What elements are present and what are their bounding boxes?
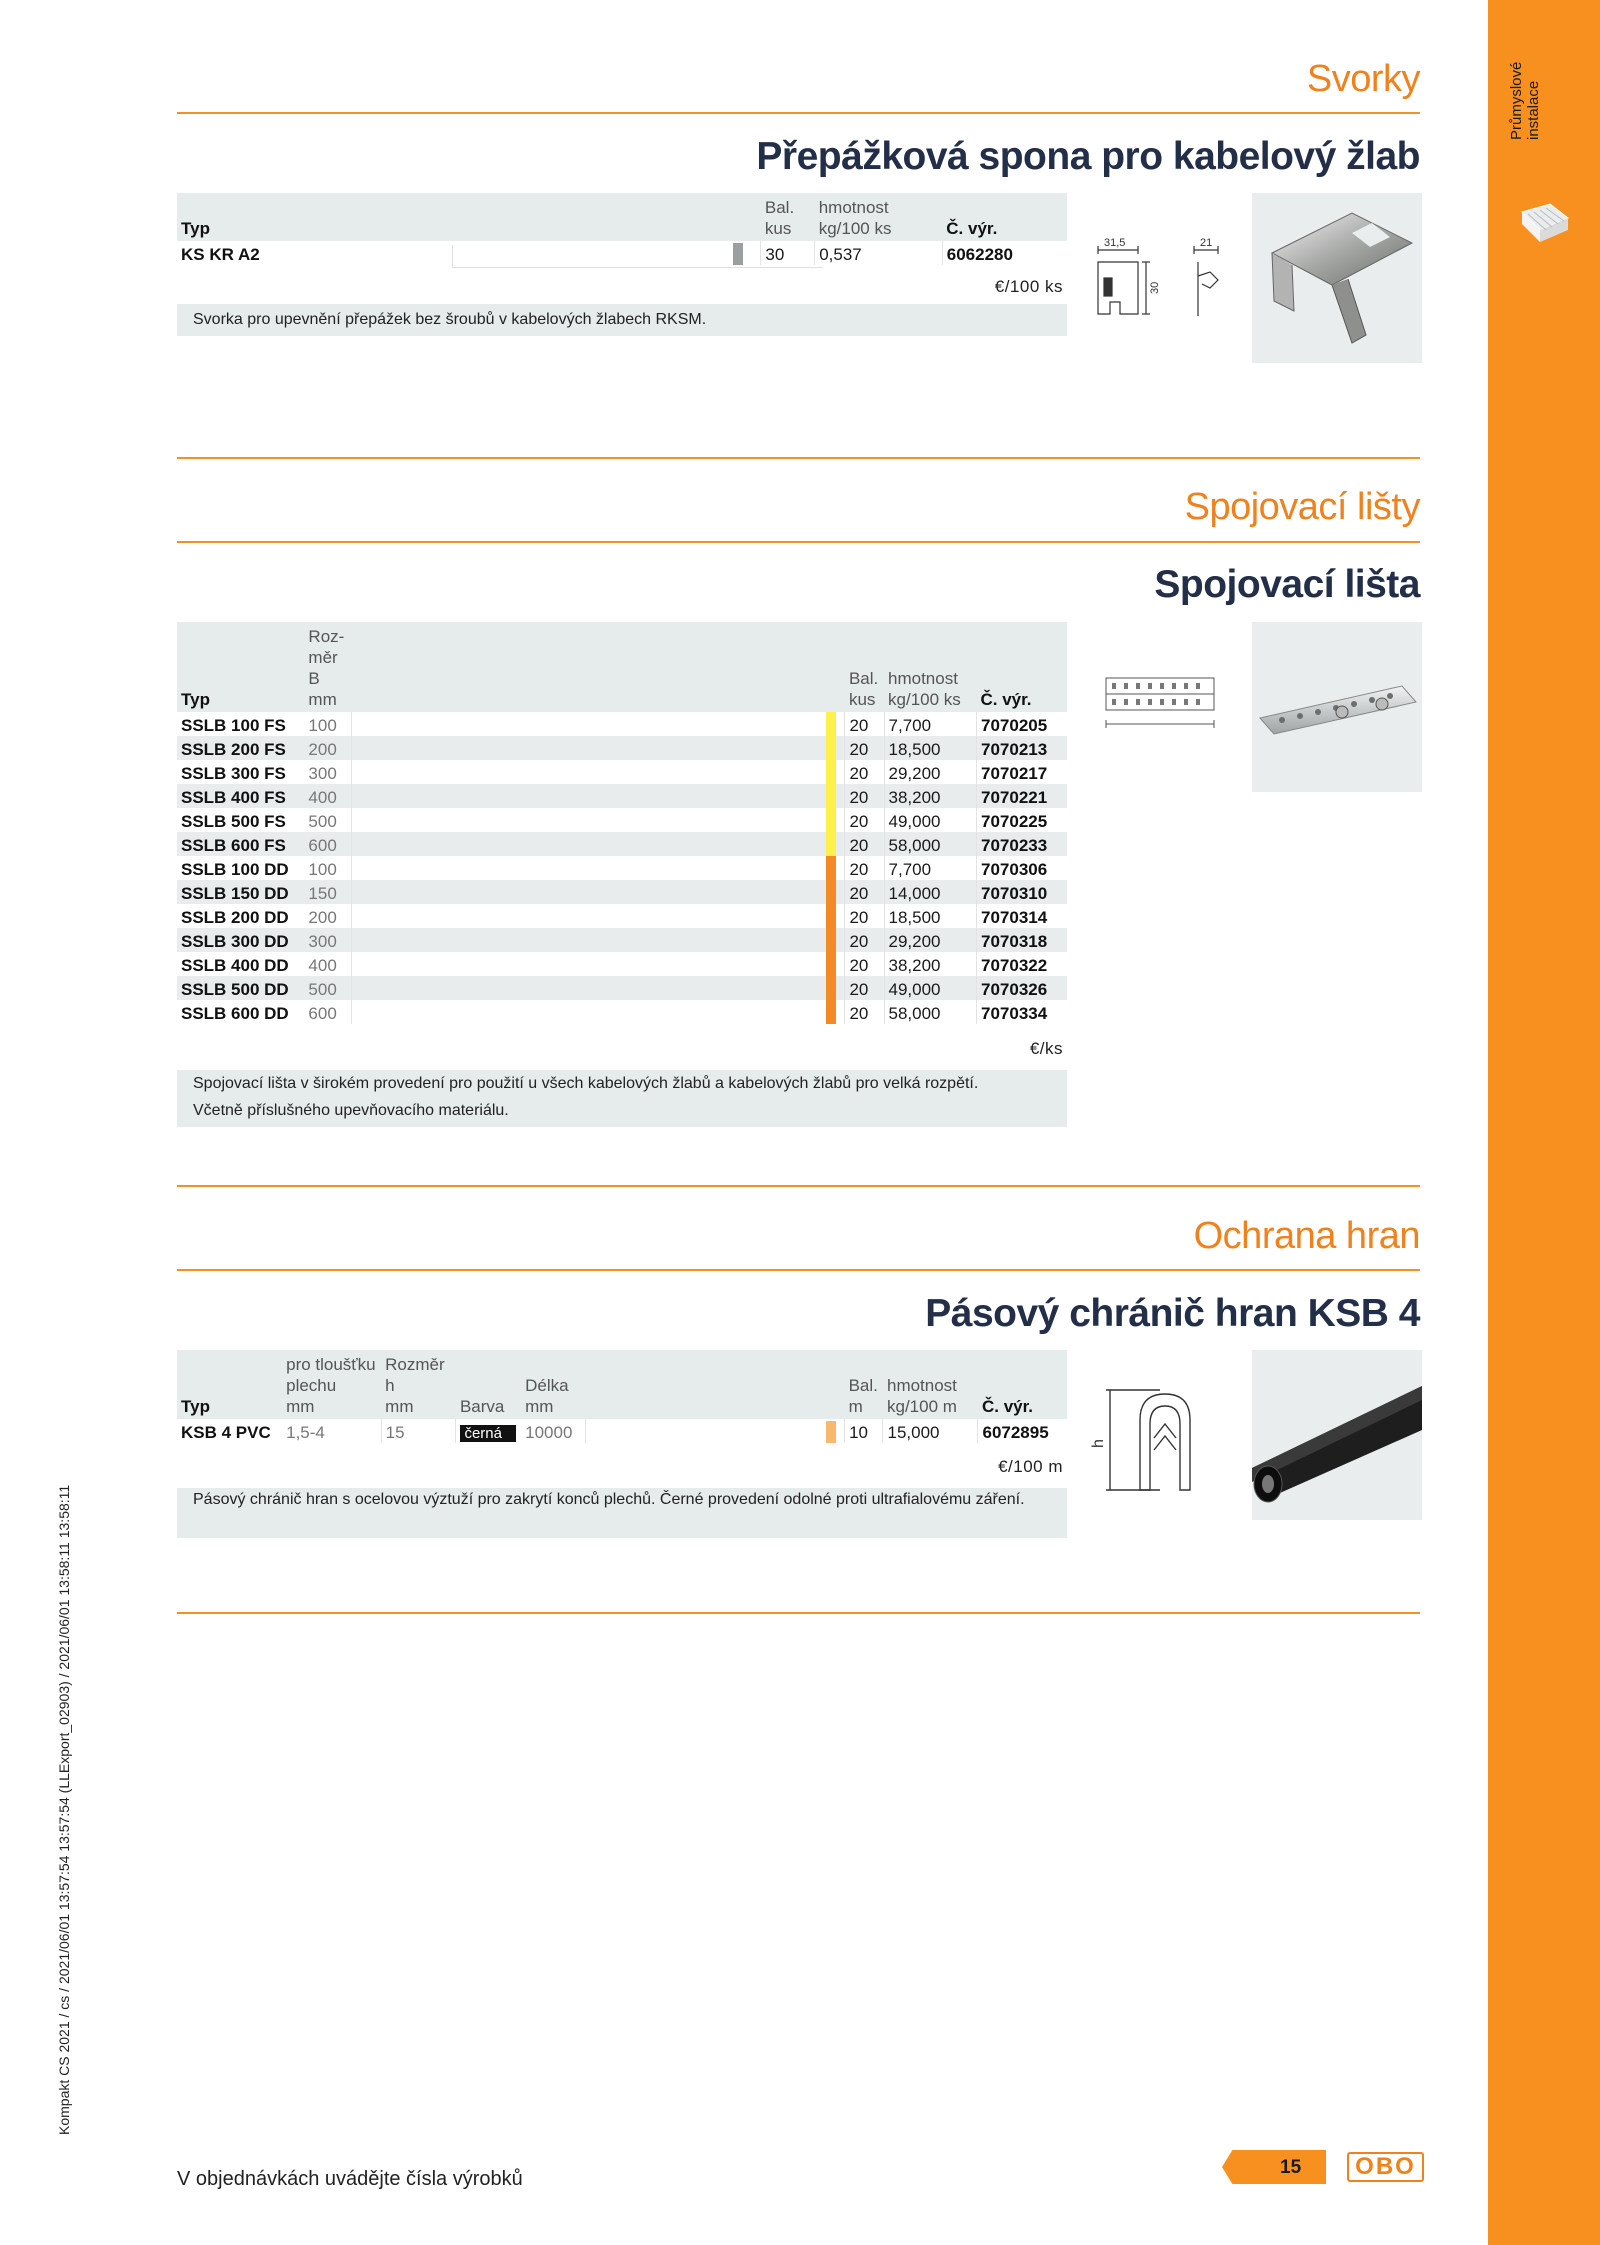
cell-hm: 7,700	[884, 712, 976, 736]
cell-typ: SSLB 400 FS	[177, 784, 304, 808]
cell-bal: 20	[845, 760, 884, 784]
col-bal-l1: Bal.	[848, 669, 879, 688]
cell-hm: 18,500	[884, 904, 976, 928]
cell-typ: SSLB 600 FS	[177, 832, 304, 856]
product-title: Pásový chránič hran KSB 4	[925, 1292, 1420, 1335]
col-b-l1: Roz-	[308, 627, 345, 646]
cell-bal: 20	[845, 832, 884, 856]
cell-bal: 20	[845, 712, 884, 736]
col-typ: Typ	[177, 1350, 282, 1419]
table-header-row	[177, 622, 1067, 712]
col-b	[304, 622, 351, 712]
cell-typ: KS KR A2	[181, 245, 260, 264]
color-swatch	[826, 880, 844, 904]
cell-hm: 18,500	[884, 736, 976, 760]
col-pt-l1: pro tloušťku	[286, 1355, 376, 1374]
sidebar-label-line1: Průmyslové	[1508, 61, 1525, 140]
col-hm-l1: hmotnost	[818, 198, 889, 217]
col-h-l2: h	[385, 1376, 395, 1395]
cell-typ: SSLB 600 DD	[181, 1004, 289, 1023]
cable-tray-icon	[1520, 200, 1570, 245]
dimension-drawing	[1090, 1380, 1230, 1500]
col-barva: Barva	[456, 1350, 521, 1419]
cell-bal: 20	[845, 952, 884, 976]
cell-spacer	[352, 904, 827, 928]
table-body	[177, 712, 1067, 1024]
cell-b: 200	[308, 908, 337, 927]
cell-bal: 20	[845, 856, 884, 880]
cell-b: 600	[308, 1004, 337, 1023]
cell-b: 100	[308, 860, 337, 879]
sidebar-label	[1508, 0, 1542, 140]
cell-cvyr: 7070318	[977, 928, 1068, 952]
col-delka-l1: Délka	[525, 1376, 569, 1395]
color-swatch	[826, 976, 844, 1000]
cell-cvyr: 7070233	[977, 832, 1068, 856]
color-swatch	[826, 808, 844, 832]
cell-hm: 38,200	[884, 784, 976, 808]
col-cvyr: Č. výr.	[978, 1350, 1067, 1419]
table-row	[177, 928, 1067, 952]
col-pt-l2: plechu	[286, 1376, 337, 1395]
cell-spacer	[352, 712, 827, 736]
col-pt-l3: mm	[286, 1397, 315, 1416]
col-bal-l1: Bal.	[764, 198, 795, 217]
cell-typ: SSLB 200 DD	[181, 908, 289, 927]
cell-cvyr: 7070221	[977, 784, 1068, 808]
cell-bal: 20	[845, 736, 884, 760]
col-b-l3: B	[308, 669, 320, 688]
table-row	[177, 880, 1067, 904]
dimension-drawing	[1090, 236, 1230, 326]
page-number: 15	[1280, 2157, 1302, 2178]
col-hm	[815, 193, 943, 241]
col-delka-l2: mm	[525, 1397, 554, 1416]
table-row	[177, 712, 1067, 736]
col-swatch	[733, 193, 761, 241]
table-row	[177, 952, 1067, 976]
dimension-drawing	[1090, 664, 1230, 754]
table-row	[177, 760, 1067, 784]
cell-typ: SSLB 150 DD	[177, 880, 304, 904]
product-photo-clip	[1252, 193, 1422, 363]
color-swatch	[826, 1419, 844, 1443]
cell-hm: 0,537	[815, 241, 943, 265]
section-divider	[177, 112, 1420, 114]
sidebar-label-line2: instalace	[1525, 80, 1542, 140]
cell-spacer	[352, 832, 827, 856]
col-spacer	[352, 622, 827, 712]
row-rule	[452, 245, 823, 268]
col-b-l4: mm	[308, 690, 337, 709]
cell-spacer	[352, 952, 827, 976]
cell-bal: 20	[845, 808, 884, 832]
cell-hm: 38,200	[884, 952, 976, 976]
product-title: Spojovací lišta	[1154, 563, 1420, 606]
cell-spacer	[352, 784, 827, 808]
cell-typ: SSLB 100 FS	[181, 716, 286, 735]
cell-cvyr: 7070314	[977, 904, 1068, 928]
col-spacer	[586, 1350, 827, 1419]
color-swatch	[826, 1000, 844, 1024]
col-b-l2: měr	[308, 648, 338, 667]
color-swatch	[826, 712, 844, 736]
cell-hm: 15,000	[883, 1419, 978, 1443]
col-hm-l2: kg/100 ks	[888, 690, 961, 709]
product-photo-lista	[1252, 622, 1422, 792]
cell-b: 600	[304, 832, 351, 856]
cell-b: 300	[308, 764, 337, 783]
product-photo-ksb	[1252, 1350, 1422, 1520]
color-swatch	[826, 784, 844, 808]
cell-barva	[456, 1419, 521, 1443]
cell-b: 300	[304, 928, 351, 952]
product-description: Svorka pro upevnění přepážek bez šroubů v kabelových žlabech RKSM.	[177, 304, 1067, 336]
color-swatch	[826, 856, 844, 880]
table-row	[177, 856, 1067, 880]
cell-bal: 20	[845, 1000, 884, 1024]
color-chip-black: černá	[460, 1425, 516, 1442]
cell-b: 500	[308, 812, 337, 831]
dim-label-3: 30	[1149, 281, 1161, 294]
cell-delka: 10000	[525, 1423, 573, 1442]
cell-hm: 58,000	[884, 832, 976, 856]
cell-cvyr: 6062280	[942, 241, 1067, 265]
section-divider	[177, 1612, 1420, 1614]
cell-hm: 49,000	[884, 808, 976, 832]
table-row	[177, 784, 1067, 808]
table-row	[177, 904, 1067, 928]
col-hm-l1: hmotnost	[888, 669, 958, 688]
print-metadata: Kompakt CS 2021 / cs / 2021/06/01 13:57:54 13:57:54 (LLExport_02903) / 2021/06/01 13:58:11 13:58:11	[56, 1484, 72, 2135]
cell-cvyr: 7070205	[977, 712, 1068, 736]
cell-typ: SSLB 200 FS	[177, 736, 304, 760]
cell-cvyr: 6072895	[978, 1419, 1067, 1443]
dim-label-h: h	[1090, 1439, 1107, 1448]
orange-sidebar	[1488, 0, 1600, 2245]
col-swatch	[826, 1350, 844, 1419]
description-line-1: Spojovací lišta v širokém provedení pro použití u všech kabelových žlabů a kabelových žlabů pro velká rozpětí.	[193, 1075, 979, 1092]
product-description: Pásový chránič hran s ocelovou výztuží pro zakrytí konců plechů. Černé provedení odolné proti ultrafialovému záření.	[177, 1488, 1067, 1538]
col-bal-l2: kus	[764, 219, 792, 238]
col-bal	[761, 193, 815, 241]
cell-bal: 20	[845, 904, 884, 928]
col-hm	[884, 622, 976, 712]
col-pt	[282, 1350, 381, 1419]
category-heading-spojovaci-listy: Spojovací lišty	[1184, 486, 1420, 528]
cell-typ: KSB 4 PVC	[181, 1423, 271, 1442]
cell-spacer	[352, 808, 827, 832]
color-swatch	[826, 832, 844, 856]
cell-bal: 20	[845, 880, 884, 904]
section-divider	[177, 457, 1420, 459]
cell-b: 400	[304, 784, 351, 808]
table-row	[177, 1419, 1067, 1443]
cell-spacer	[352, 976, 827, 1000]
product-title: Přepážková spona pro kabelový žlab	[756, 135, 1420, 178]
table-row	[177, 832, 1067, 856]
cell-typ: SSLB 300 DD	[177, 928, 304, 952]
col-cvyr: Č. výr.	[942, 193, 1067, 241]
col-hm-l2: kg/100 ks	[818, 219, 892, 238]
color-swatch	[826, 736, 844, 760]
cell-typ: SSLB 400 DD	[181, 956, 289, 975]
cell-cvyr: 7070306	[977, 856, 1068, 880]
dim-label-2: 21	[1200, 237, 1213, 249]
cell-typ: SSLB 500 FS	[181, 812, 286, 831]
cell-cvyr: 7070326	[977, 976, 1068, 1000]
cell-spacer	[586, 1419, 827, 1443]
col-h-l3: mm	[385, 1397, 414, 1416]
col-typ: Typ	[177, 622, 304, 712]
cell-bal: 20	[845, 928, 884, 952]
cell-spacer	[352, 760, 827, 784]
obo-logo: OBO	[1347, 2152, 1424, 2182]
cell-hm: 29,200	[884, 760, 976, 784]
cell-hm: 29,200	[884, 928, 976, 952]
cell-cvyr: 7070322	[977, 952, 1068, 976]
cell-spacer	[352, 736, 827, 760]
cell-spacer	[352, 856, 827, 880]
cell-bal: 10	[845, 1419, 883, 1443]
cell-typ: SSLB 500 DD	[177, 976, 304, 1000]
cell-bal: 20	[845, 976, 884, 1000]
section-divider	[177, 1185, 1420, 1187]
color-swatch	[826, 952, 844, 976]
cell-b: 400	[308, 956, 337, 975]
col-hm	[883, 1350, 978, 1419]
cell-hm: 49,000	[884, 976, 976, 1000]
cell-cvyr: 7070225	[977, 808, 1068, 832]
col-swatch	[826, 622, 844, 712]
price-unit: €/ks	[1029, 1039, 1063, 1058]
product-description	[177, 1070, 1067, 1127]
table-row	[177, 808, 1067, 832]
cell-b: 200	[304, 736, 351, 760]
cell-hm: 58,000	[884, 1000, 976, 1024]
cell-b: 150	[304, 880, 351, 904]
cell-b: 100	[308, 716, 337, 735]
col-h-l1: Rozměr	[385, 1355, 445, 1374]
category-heading-svorky: Svorky	[1306, 58, 1420, 100]
section-divider	[177, 1269, 1420, 1271]
color-swatch	[826, 904, 844, 928]
cell-spacer	[352, 880, 827, 904]
product-table-sslb	[177, 622, 1067, 1024]
product-table-ksb	[177, 1350, 1067, 1443]
cell-pt: 1,5-4	[286, 1423, 325, 1442]
table-row	[177, 976, 1067, 1000]
ksb-illustration	[1252, 1350, 1422, 1520]
col-bal-l2: kus	[848, 690, 876, 709]
page-number-badge	[1222, 2150, 1326, 2184]
col-bal	[845, 1350, 883, 1419]
color-swatch	[826, 928, 844, 952]
price-unit: €/100 ks	[994, 277, 1063, 296]
category-heading-ochrana-hran: Ochrana hran	[1193, 1215, 1420, 1257]
table-row	[177, 1000, 1067, 1024]
cell-spacer	[352, 928, 827, 952]
color-swatch	[826, 760, 844, 784]
col-h	[381, 1350, 456, 1419]
cell-hm: 14,000	[884, 880, 976, 904]
col-delka	[521, 1350, 586, 1419]
cell-cvyr: 7070334	[977, 1000, 1068, 1024]
col-cvyr: Č. výr.	[977, 622, 1068, 712]
cell-cvyr: 7070217	[977, 760, 1068, 784]
cell-cvyr: 7070310	[977, 880, 1068, 904]
col-hm-l2: kg/100 m	[886, 1397, 957, 1416]
col-hm-l1: hmotnost	[886, 1376, 957, 1395]
section-divider	[177, 541, 1420, 543]
col-bal-l2: m	[848, 1397, 863, 1416]
description-line-2: Včetně příslušného upevňovacího materiálu.	[193, 1102, 509, 1119]
dim-label-1: 31,5	[1104, 237, 1126, 249]
table-header-row	[177, 193, 1067, 241]
price-unit: €/100 m	[998, 1457, 1063, 1476]
cell-typ: SSLB 300 FS	[181, 764, 286, 783]
clip-illustration	[1252, 193, 1422, 363]
cell-bal: 30	[761, 241, 815, 265]
col-bal-l1: Bal.	[848, 1376, 878, 1395]
cell-spacer	[352, 1000, 827, 1024]
cell-typ: SSLB 100 DD	[181, 860, 289, 879]
table-header-row	[177, 1350, 1067, 1419]
col-typ: Typ	[177, 193, 733, 241]
cell-h: 15	[381, 1419, 456, 1443]
col-bal	[845, 622, 884, 712]
cell-bal: 20	[845, 784, 884, 808]
cell-b: 500	[304, 976, 351, 1000]
cell-hm: 7,700	[884, 856, 976, 880]
footer-note: V objednávkách uvádějte čísla výrobků	[177, 2168, 523, 2190]
table-row	[177, 736, 1067, 760]
cell-cvyr: 7070213	[977, 736, 1068, 760]
lista-illustration	[1252, 622, 1422, 792]
